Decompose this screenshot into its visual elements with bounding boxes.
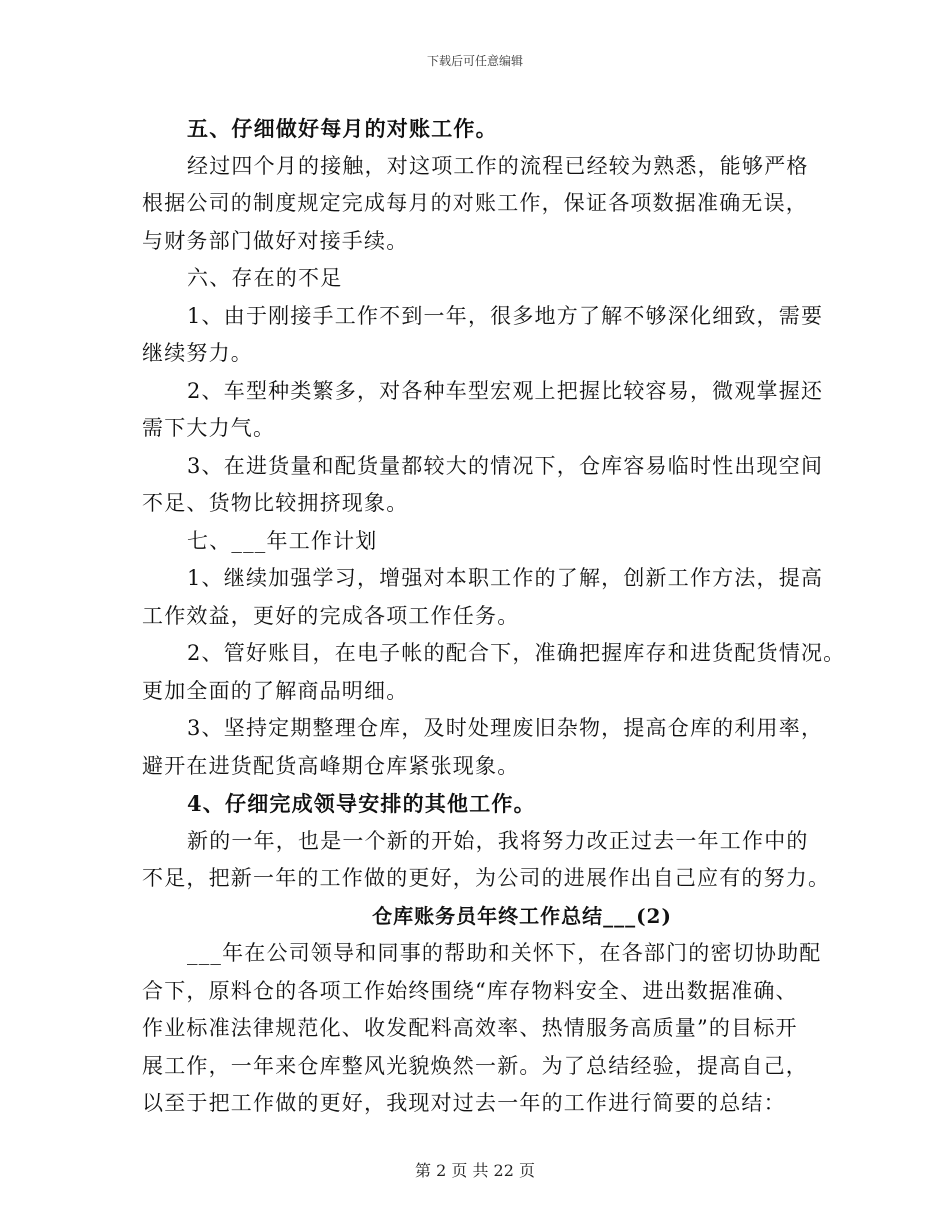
paragraph-shortcoming-3: [142, 448, 822, 523]
paragraph-reconciliation: [142, 148, 822, 261]
document-body: [142, 110, 846, 1123]
text-line: 不足、货物比较拥挤现象。: [142, 491, 409, 515]
text-line: 更加全面的了解商品明细。: [142, 678, 409, 703]
text-line: 经过四个月的接触，对这项工作的流程已经较为熟悉，能够严格: [187, 153, 809, 178]
text-line: 继续努力。: [142, 341, 253, 365]
paragraph-plan-3: [142, 710, 822, 785]
page-header: 下载后可任意编辑: [426, 54, 523, 68]
paragraph-closing: [142, 823, 831, 898]
paragraph-intro-2: [142, 935, 822, 1123]
text-line: 根据公司的制度规定完成每月的对账工作，保证各项数据准确无误，: [142, 191, 808, 215]
text-line: 展工作，一年来仓库整风光貌焕然一新。为了总结经验，提高自己，: [142, 1053, 808, 1078]
document-title-2: 仓库账务员年终工作总结___(2): [372, 903, 672, 928]
section-heading-5: 五、仔细做好每月的对账工作。: [187, 116, 498, 141]
plan-item-4-heading: 4、仔细完成领导安排的其他工作。: [187, 791, 536, 816]
text-line: 新的一年，也是一个新的开始，我将努力改正过去一年工作中的: [187, 828, 809, 853]
text-line: 2、管好账目，在电子帐的配合下，准确把握库存和进货配货情况。: [187, 641, 846, 665]
text-line: 1、由于刚接手工作不到一年，很多地方了解不够深化细致，需要: [187, 303, 824, 328]
text-line: 工作效益，更好的完成各项工作任务。: [142, 603, 520, 628]
text-line: 以至于把工作做的更好，我现对过去一年的工作进行简要的总结：: [142, 1091, 786, 1115]
text-line: 作业标准法律规范化、收发配料高效率、热情服务高质量”的目标开: [142, 1016, 798, 1040]
paragraph-shortcoming-2: [142, 373, 822, 448]
text-line: 3、在进货量和配货量都较大的情况下，仓库容易临时性出现空间: [187, 453, 824, 478]
page-footer: 第 2 页 共 22 页: [415, 1161, 535, 1180]
text-line: 不足，把新一年的工作做的更好，为公司的进展作出自己应有的努力。: [142, 866, 831, 890]
paragraph-shortcoming-1: [142, 298, 822, 373]
text-line: 与财务部门做好对接手续。: [142, 228, 409, 253]
text-line: 避开在进货配货高峰期仓库紧张现象。: [142, 753, 520, 778]
paragraph-plan-2: [142, 635, 846, 710]
text-line: 3、坚持定期整理仓库，及时处理废旧杂物，提高仓库的利用率，: [187, 716, 824, 740]
text-line: 2、车型种类繁多，对各种车型宏观上把握比较容易，微观掌握还: [187, 378, 824, 403]
text-line: 1、继续加强学习，增强对本职工作的了解，创新工作方法，提高: [187, 566, 824, 590]
section-heading-7: 七、___年工作计划: [187, 528, 378, 553]
text-line: ___年在公司领导和同事的帮助和关怀下，在各部门的密切协助配: [187, 941, 822, 965]
text-line: 需下大力气。: [142, 416, 276, 440]
text-line: 合下，原料仓的各项工作始终围绕“库存物料安全、进出数据准确、: [142, 978, 798, 1003]
paragraph-plan-1: [142, 560, 822, 635]
section-heading-6: 六、存在的不足: [187, 266, 343, 290]
